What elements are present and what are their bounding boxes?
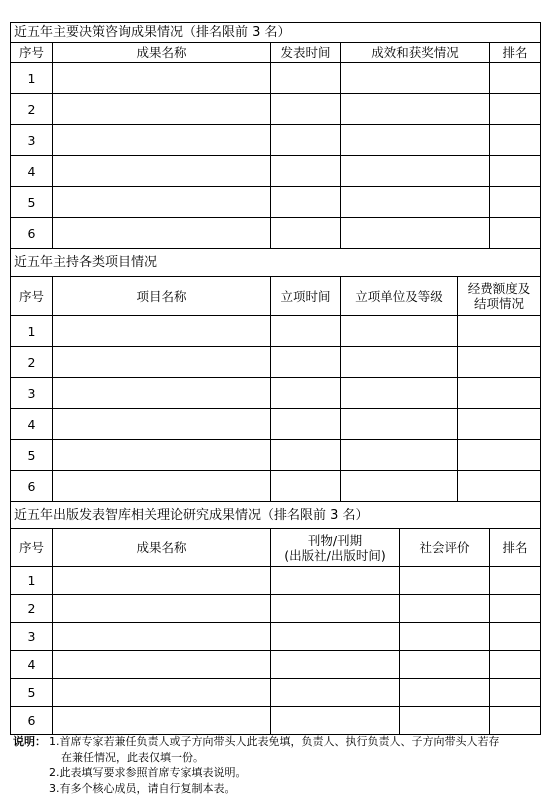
note-item-3: 3.有多个核心成员，请自行复制本表。 — [49, 781, 236, 795]
header-journal-issue-line1: 刊物/刊期 — [307, 532, 363, 548]
journal-cell[interactable] — [271, 595, 400, 623]
project-name-cell[interactable] — [53, 347, 271, 378]
journal-cell[interactable] — [271, 623, 400, 651]
approval-unit-cell[interactable] — [341, 409, 458, 440]
evaluation-cell[interactable] — [400, 679, 490, 707]
row-number: 5 — [11, 187, 53, 218]
rank-cell[interactable] — [490, 567, 541, 595]
evaluation-cell[interactable] — [400, 567, 490, 595]
row-number: 1 — [11, 63, 53, 94]
header-rank: 排名 — [490, 529, 541, 567]
result-name-cell[interactable] — [53, 623, 271, 651]
effect-cell[interactable] — [341, 187, 490, 218]
header-serial: 序号 — [11, 529, 53, 567]
effect-cell[interactable] — [341, 63, 490, 94]
row-number: 2 — [11, 347, 53, 378]
result-name-cell[interactable] — [53, 595, 271, 623]
header-funding-completion: 经费额度及结项情况 — [458, 277, 541, 316]
table-row — [11, 651, 541, 679]
header-serial: 序号 — [11, 277, 53, 316]
rank-cell[interactable] — [490, 595, 541, 623]
section2-header-row — [11, 277, 541, 316]
header-rank: 排名 — [490, 43, 541, 63]
project-name-cell[interactable] — [53, 409, 271, 440]
effect-cell[interactable] — [341, 125, 490, 156]
result-name-cell[interactable] — [53, 218, 271, 249]
publish-time-cell[interactable] — [271, 187, 341, 218]
table-row — [11, 125, 541, 156]
funding-cell[interactable] — [458, 409, 541, 440]
approval-time-cell[interactable] — [271, 316, 341, 347]
table-row — [11, 316, 541, 347]
table-row — [11, 679, 541, 707]
result-name-cell[interactable] — [53, 63, 271, 94]
funding-cell[interactable] — [458, 378, 541, 409]
section3-title: 近五年出版发表智库相关理论研究成果情况（排名限前 3 名） — [11, 502, 541, 529]
projects-table — [10, 248, 541, 502]
table-row — [11, 440, 541, 471]
publish-time-cell[interactable] — [271, 63, 341, 94]
approval-time-cell[interactable] — [271, 440, 341, 471]
project-name-cell[interactable] — [53, 440, 271, 471]
row-number: 2 — [11, 94, 53, 125]
header-result-name: 成果名称 — [53, 43, 271, 63]
header-approval-unit-level: 立项单位及等级 — [341, 277, 458, 316]
funding-cell[interactable] — [458, 347, 541, 378]
result-name-cell[interactable] — [53, 187, 271, 218]
section2-title: 近五年主持各类项目情况 — [11, 249, 541, 277]
rank-cell[interactable] — [490, 156, 541, 187]
journal-cell[interactable] — [271, 679, 400, 707]
table-row — [11, 707, 541, 735]
form-sheet — [10, 22, 540, 735]
notes-lead: 说明： — [13, 735, 46, 748]
row-number: 6 — [11, 218, 53, 249]
evaluation-cell[interactable] — [400, 595, 490, 623]
table-row — [11, 567, 541, 595]
note-item-1-text: 1.首席专家若兼任负责人或子方向带头人此表免填，负责人、执行负责人、子方向带头人若存 — [49, 735, 500, 748]
funding-cell[interactable] — [458, 316, 541, 347]
result-name-cell[interactable] — [53, 156, 271, 187]
project-name-cell[interactable] — [53, 471, 271, 502]
effect-cell[interactable] — [341, 94, 490, 125]
notes-block — [13, 734, 543, 796]
table-row — [11, 595, 541, 623]
header-approval-time: 立项时间 — [271, 277, 341, 316]
note-item-2: 2.此表填写要求参照首席专家填表说明。 — [49, 766, 247, 779]
row-number: 3 — [11, 125, 53, 156]
table-row — [11, 187, 541, 218]
result-name-cell[interactable] — [53, 679, 271, 707]
result-name-cell[interactable] — [53, 125, 271, 156]
row-number: 3 — [11, 623, 53, 651]
result-name-cell[interactable] — [53, 567, 271, 595]
header-journal-issue — [271, 529, 400, 567]
journal-cell[interactable] — [271, 707, 400, 735]
decision-consulting-table — [10, 22, 541, 249]
header-serial: 序号 — [11, 43, 53, 63]
funding-cell[interactable] — [458, 471, 541, 502]
rank-cell[interactable] — [490, 187, 541, 218]
effect-cell[interactable] — [341, 156, 490, 187]
publish-time-cell[interactable] — [271, 125, 341, 156]
rank-cell[interactable] — [490, 94, 541, 125]
header-project-name: 项目名称 — [53, 277, 271, 316]
result-name-cell[interactable] — [53, 651, 271, 679]
approval-unit-cell[interactable] — [341, 347, 458, 378]
approval-time-cell[interactable] — [271, 409, 341, 440]
row-number: 6 — [11, 471, 53, 502]
rank-cell[interactable] — [490, 679, 541, 707]
row-number: 4 — [11, 409, 53, 440]
section3-header-row — [11, 529, 541, 567]
rank-cell[interactable] — [490, 125, 541, 156]
section1-title: 近五年主要决策咨询成果情况（排名限前 3 名） — [11, 23, 541, 43]
note-item-1-line2: 在兼任情况，此表仅填一份。 — [61, 750, 204, 764]
table-row — [11, 218, 541, 249]
approval-unit-cell[interactable] — [341, 316, 458, 347]
note-item-1 — [13, 734, 543, 750]
publish-time-cell[interactable] — [271, 94, 341, 125]
table-row — [11, 409, 541, 440]
rank-cell[interactable] — [490, 63, 541, 94]
publish-time-cell[interactable] — [271, 156, 341, 187]
evaluation-cell[interactable] — [400, 623, 490, 651]
effect-cell[interactable] — [341, 218, 490, 249]
section1-header-row — [11, 43, 541, 63]
approval-time-cell[interactable] — [271, 471, 341, 502]
rank-cell[interactable] — [490, 707, 541, 735]
header-result-name: 成果名称 — [53, 529, 271, 567]
project-name-cell[interactable] — [53, 378, 271, 409]
evaluation-cell[interactable] — [400, 707, 490, 735]
table-row — [11, 94, 541, 125]
row-number: 5 — [11, 440, 53, 471]
header-effect-awards: 成效和获奖情况 — [341, 43, 490, 63]
row-number: 4 — [11, 156, 53, 187]
row-number: 1 — [11, 316, 53, 347]
table-row — [11, 623, 541, 651]
approval-unit-cell[interactable] — [341, 440, 458, 471]
rank-cell[interactable] — [490, 651, 541, 679]
approval-unit-cell[interactable] — [341, 378, 458, 409]
approval-time-cell[interactable] — [271, 378, 341, 409]
table-row — [11, 63, 541, 94]
journal-cell[interactable] — [271, 567, 400, 595]
header-journal-issue-line2: (出版社/出版时间) — [284, 547, 386, 563]
publish-time-cell[interactable] — [271, 218, 341, 249]
approval-time-cell[interactable] — [271, 347, 341, 378]
result-name-cell[interactable] — [53, 707, 271, 735]
table-row — [11, 471, 541, 502]
table-row — [11, 156, 541, 187]
row-number: 2 — [11, 595, 53, 623]
header-social-evaluation: 社会评价 — [400, 529, 490, 567]
row-number: 4 — [11, 651, 53, 679]
journal-cell[interactable] — [271, 651, 400, 679]
rank-cell[interactable] — [490, 218, 541, 249]
theory-research-table — [10, 501, 541, 735]
rank-cell[interactable] — [490, 623, 541, 651]
header-publish-time: 发表时间 — [271, 43, 341, 63]
table-row — [11, 347, 541, 378]
row-number: 6 — [11, 707, 53, 735]
row-number: 1 — [11, 567, 53, 595]
approval-unit-cell[interactable] — [341, 471, 458, 502]
note-item-1-continuation — [13, 750, 543, 766]
result-name-cell[interactable] — [53, 94, 271, 125]
funding-cell[interactable] — [458, 440, 541, 471]
row-number: 5 — [11, 679, 53, 707]
table-row — [11, 378, 541, 409]
project-name-cell[interactable] — [53, 316, 271, 347]
evaluation-cell[interactable] — [400, 651, 490, 679]
row-number: 3 — [11, 378, 53, 409]
